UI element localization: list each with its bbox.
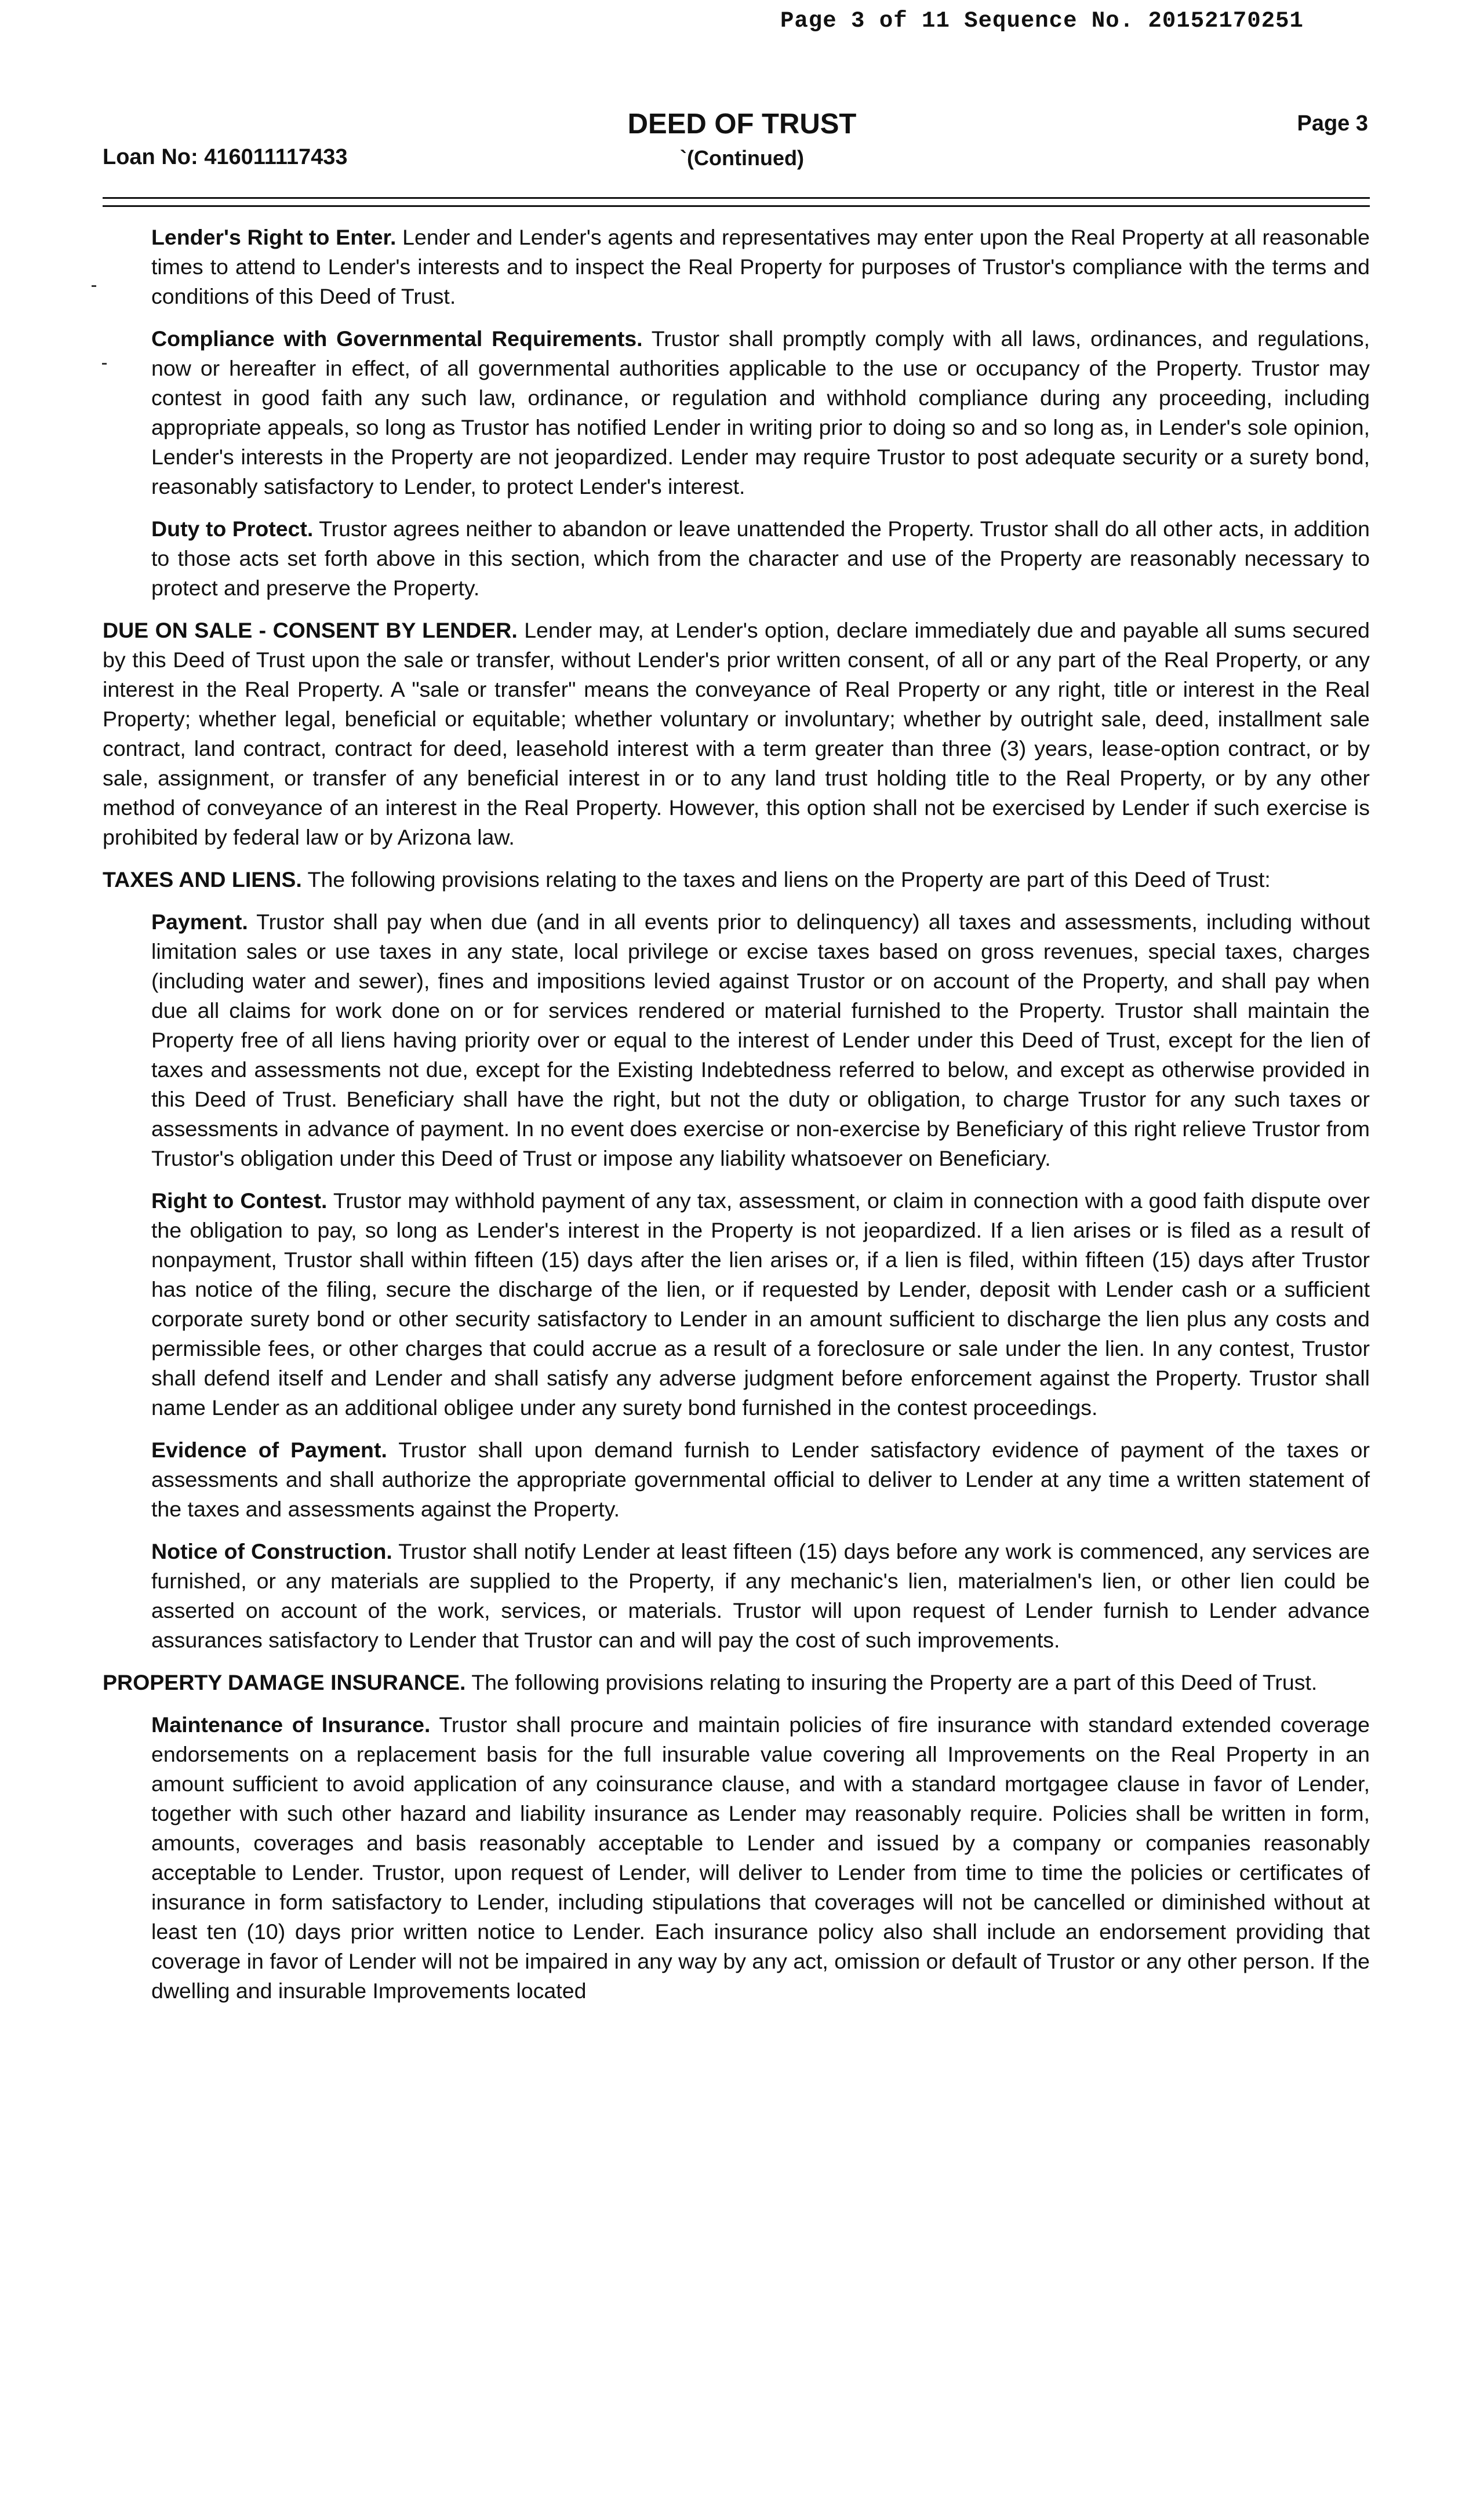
section-text: Trustor agrees neither to abandon or leave unattended the Property. Trustor shall do all other acts, in addition to those acts set forth above in this section, which from the character and use of the Property are reasonably necessary to protect and preserve the Property. (151, 517, 1370, 600)
section-property-damage-insurance (103, 1668, 1370, 1697)
section-text: Trustor shall procure and maintain policies of fire insurance with standard extended coverage endorsements on a replacement basis for the full insurable value covering all Improvements on the Real Property in an amount sufficient to avoid application of any coinsurance clause, and with a standard mortgagee clause in favor of Lender, together with such other hazard and liability insurance as Lender may reasonably require. Policies shall be written in form, amounts, coverages and basis reasonably acceptable to Lender and issued by a company or companies reasonably acceptable to Lender. Trustor, upon request of Lender, will deliver to Lender from time to time the policies or certificates of insurance in form satisfactory to Lender, including stipulations that coverages will not be cancelled or diminished without at least ten (10) days prior written notice to Lender. Each insurance policy also shall include an endorsement providing that coverage in favor of Lender will not be impaired in any way by any act, omission or default of Trustor or any other person. If the dwelling and insurable Improvements located (151, 1712, 1370, 2003)
section-text: The following provisions relating to insuring the Property are a part of this Deed of Trust. (471, 1670, 1318, 1694)
section-text: Trustor shall promptly comply with all laws, ordinances, and regulations, now or hereafter in effect, of all governmental authorities applicable to the use or occupancy of the Property. Trustor may contest in good faith any such law, ordinance, or regulation and withhold compliance during any proceeding, including appropriate appeals, so long as Trustor has notified Lender in writing prior to doing so and so long as, in Lender's sole opinion, Lender's interests in the Property are not jeopardized. Lender may require Trustor to post adequate security or a surety bond, reasonably satisfactory to Lender, to protect Lender's interest. (151, 326, 1370, 499)
margin-mark (92, 285, 96, 287)
section-heading: DUE ON SALE - CONSENT BY LENDER. (103, 618, 518, 642)
section-text: Trustor may withhold payment of any tax, assessment, or claim in connection with a good faith dispute over the obligation to pay, so long as Lender's interest in the Property is not jeopardized. If a lien arises or is filed as a result of nonpayment, Trustor shall within fifteen (15) days after the lien arises or, if a lien is filed, within fifteen (15) days after Trustor has notice of the filing, secure the discharge of the lien, or if requested by Lender, deposit with Lender cash or a sufficient corporate surety bond or other security satisfactory to Lender in an amount sufficient to discharge the lien plus any costs and permissible fees, or other charges that could accrue as a result of a foreclosure or sale under the lien. In any contest, Trustor shall defend itself and Lender and shall satisfy any adverse judgment before enforcement against the Property. Trustor shall name Lender as an additional obligee under any surety bond furnished in the contest proceedings. (151, 1188, 1370, 1420)
section-heading: PROPERTY DAMAGE INSURANCE. (103, 1670, 466, 1694)
section-text: Trustor shall pay when due (and in all events prior to delinquency) all taxes and assessments, including without limitation sales or use taxes in any state, local privilege or excise taxes based on gross revenues, special taxes, charges (including water and sewer), fines and impositions levied against Trustor or on account of the Property, and shall pay when due all claims for work done on or for services rendered or material furnished to the Property. Trustor shall maintain the Property free of all liens having priority over or equal to the interest of Lender under this Deed of Trust, except for the lien of taxes and assessments not due, except for the Existing Indebtedness referred to below, and except as otherwise provided in this Deed of Trust. Beneficiary shall have the right, but not the duty or obligation, to charge Trustor for any such taxes or assessments in advance of payment. In no event does exercise or non-exercise by Beneficiary of this right relieve Trustor from Trustor's obligation under this Deed of Trust or impose any liability whatsoever on Beneficiary. (151, 910, 1370, 1170)
loan-number: Loan No: 416011117433 (103, 145, 348, 169)
section-compliance-with-governmental-requirements (151, 324, 1370, 501)
section-notice-of-construction (151, 1537, 1370, 1655)
section-payment (151, 907, 1370, 1173)
section-text: Trustor shall notify Lender at least fifteen (15) days before any work is commenced, any services are furnished, or any materials are supplied to the Property, if any mechanic's lien, materialmen's lien, or other lien could be asserted on account of the work, services, or materials. Trustor will upon request of Lender furnish to Lender advance assurances satisfactory to Lender that Trustor can and will pay the cost of such improvements. (151, 1539, 1370, 1652)
section-heading: Duty to Protect. (151, 517, 314, 541)
section-text: The following provisions relating to the taxes and liens on the Property are part of this Deed of Trust: (307, 867, 1271, 892)
section-heading: TAXES AND LIENS. (103, 867, 302, 892)
section-heading: Lender's Right to Enter. (151, 225, 397, 249)
page-label: Page 3 (1297, 111, 1368, 136)
section-lenders-right-to-enter (151, 223, 1370, 311)
section-maintenance-of-insurance (151, 1710, 1370, 2006)
section-heading: Right to Contest. (151, 1188, 328, 1213)
section-text: Lender and Lender's agents and representatives may enter upon the Real Property at all reasonable times to attend to Lender's interests and to inspect the Real Property for purposes of Trustor's compliance with the terms and conditions of this Deed of Trust. (151, 225, 1370, 308)
document-body (103, 223, 1370, 2018)
section-due-on-sale (103, 616, 1370, 852)
document-subtitle: `(Continued) (680, 146, 804, 170)
section-duty-to-protect (151, 514, 1370, 603)
header-rule-bottom (103, 205, 1370, 207)
section-heading: Maintenance of Insurance. (151, 1712, 431, 1737)
section-heading: Compliance with Governmental Requirements. (151, 326, 643, 351)
page-sequence-line: Page 3 of 11 Sequence No. 20152170251 (780, 8, 1304, 34)
section-evidence-of-payment (151, 1435, 1370, 1524)
section-right-to-contest (151, 1186, 1370, 1423)
document-title: DEED OF TRUST (627, 108, 857, 140)
section-heading: Payment. (151, 910, 248, 934)
section-text: Lender may, at Lender's option, declare immediately due and payable all sums secured by this Deed of Trust upon the sale or transfer, without Lender's prior written consent, of all or any part of the Real Property, or any interest in the Real Property. A "sale or transfer" means the conveyance of Real Property or any right, title or interest in the Real Property; whether legal, beneficial or equitable; whether voluntary or involuntary; whether by outright sale, deed, installment sale contract, land contract, contract for deed, leasehold interest with a term greater than three (3) years, lease-option contract, or by sale, assignment, or transfer of any beneficial interest in or to any land trust holding title to the Real Property, or by any other method of conveyance of an interest in the Real Property. However, this option shall not be exercised by Lender if such exercise is prohibited by federal law or by Arizona law. (103, 618, 1370, 849)
section-heading: Evidence of Payment. (151, 1438, 387, 1462)
section-taxes-and-liens (103, 865, 1370, 894)
section-text: Trustor shall upon demand furnish to Lender satisfactory evidence of payment of the taxes or assessments and shall authorize the appropriate governmental official to deliver to Lender at any time a written statement of the taxes and assessments against the Property. (151, 1438, 1370, 1521)
header-rule-top (103, 197, 1370, 199)
section-heading: Notice of Construction. (151, 1539, 392, 1563)
